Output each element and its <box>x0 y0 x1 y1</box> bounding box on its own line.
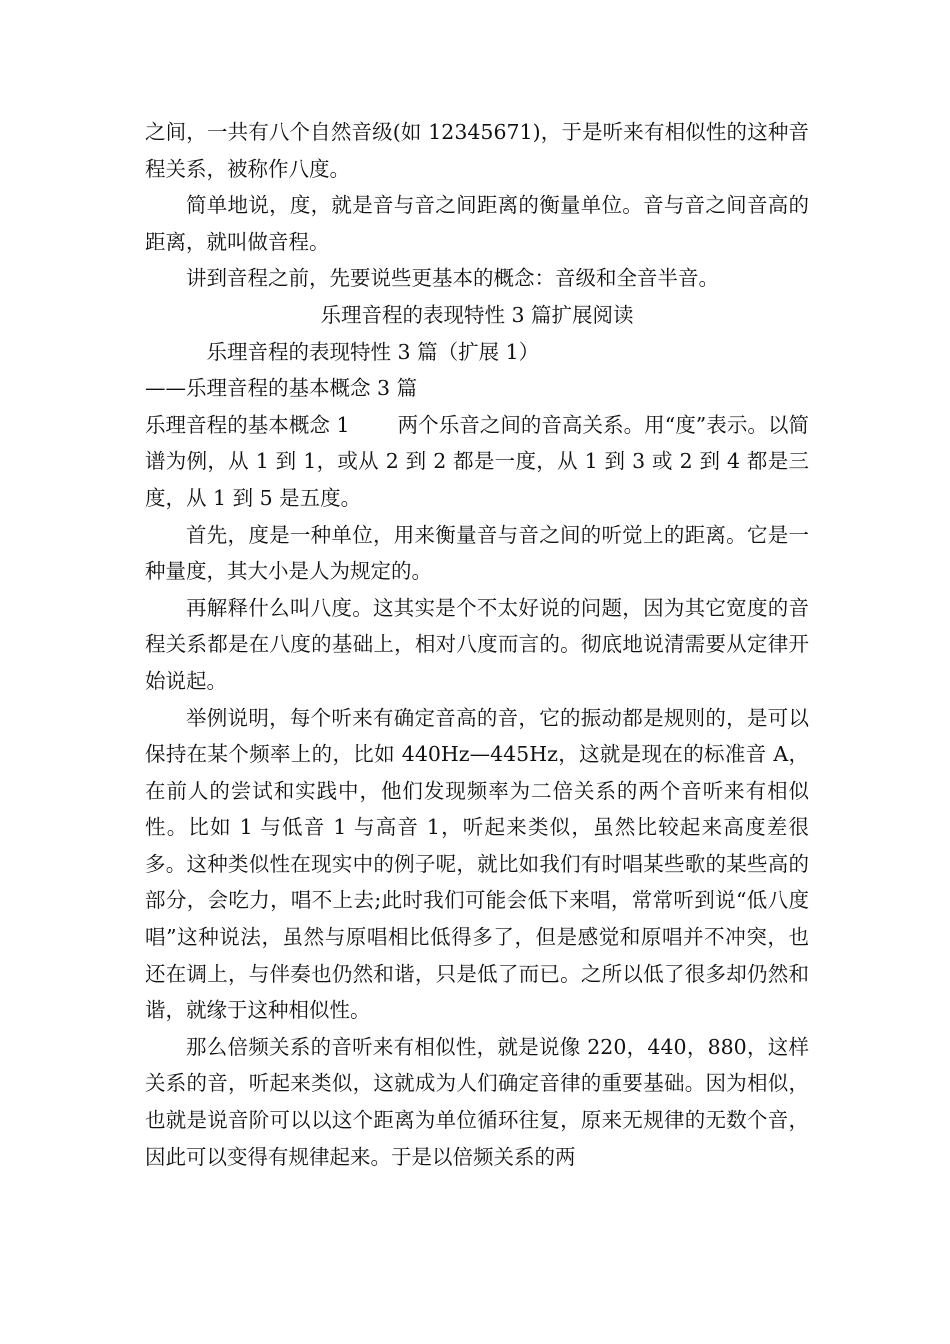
paragraph: 之间，一共有八个自然音级(如 12345671)，于是听来有相似性的这种音程关系，被称作八度。 <box>145 120 809 181</box>
paragraph: 那么倍频关系的音听来有相似性，就是说像 220，440，880，这样关系的音，听起来类似，这就成为人们确定音律的重要基础。因为相似，也就是说音阶可以以这个距离为单位循环往复，原来无规律的无数个音，因此可以变得有规律起来。于是以倍频关系的两 <box>145 1034 809 1169</box>
extension-subtitle: ——乐理音程的基本概念 3 篇 <box>145 376 418 401</box>
concept-intro: 两个乐音之间的音高关系。用“度”表示。以简谱为例，从 1 到 1，或从 2 到 2 都是一度，从 1 到 3 或 2 到 4 都是三度，从 1 到 5 是五度。 <box>145 412 810 510</box>
document-body <box>145 114 809 1175</box>
paragraph: 简单地说，度，就是音与音之间距离的衡量单位。音与音之间音高的距离，就叫做音程。 <box>145 193 809 254</box>
concept-title: 乐理音程的基本概念 1 <box>145 412 350 437</box>
extension-title: 乐理音程的表现特性 3 篇（扩展 1） <box>206 339 540 364</box>
concept-paragraph <box>145 407 809 517</box>
section-heading: 乐理音程的表现特性 3 篇扩展阅读 <box>320 302 634 327</box>
paragraph: 再解释什么叫八度。这其实是个不太好说的问题，因为其它宽度的音程关系都是在八度的基础上，相对八度而言的。彻底地说清需要从定律开始说起。 <box>145 595 809 693</box>
paragraph: 举例说明，每个听来有确定音高的音，它的振动都是规则的，是可以保持在某个频率上的，比如 440Hz—445Hz，这就是现在的标准音 A，在前人的尝试和实践中，他们发现频率为二倍关系的两个音听来有相似性。比如 1 与低音 1 与高音 1，听起来类似，虽然比较起来高度差很多。这种类似性在现实中的例子呢，就比如我们有时唱某些歌的某些高的部分，会吃力，唱不上去;此时我们可能会低下来唱，常常听到说“低八度唱”这种说法，虽然与原唱相比低得多了，但是感觉和原唱并不冲突，也还在调上，与伴奏也仍然和谐，只是低了而已。之所以低了很多却仍然和谐，就缘于这种相似性。 <box>145 705 809 1023</box>
paragraph: 讲到音程之前，先要说些更基本的概念：音级和全音半音。 <box>186 266 719 291</box>
paragraph: 首先，度是一种单位，用来衡量音与音之间的听觉上的距离。它是一种量度，其大小是人为规定的。 <box>145 522 809 584</box>
